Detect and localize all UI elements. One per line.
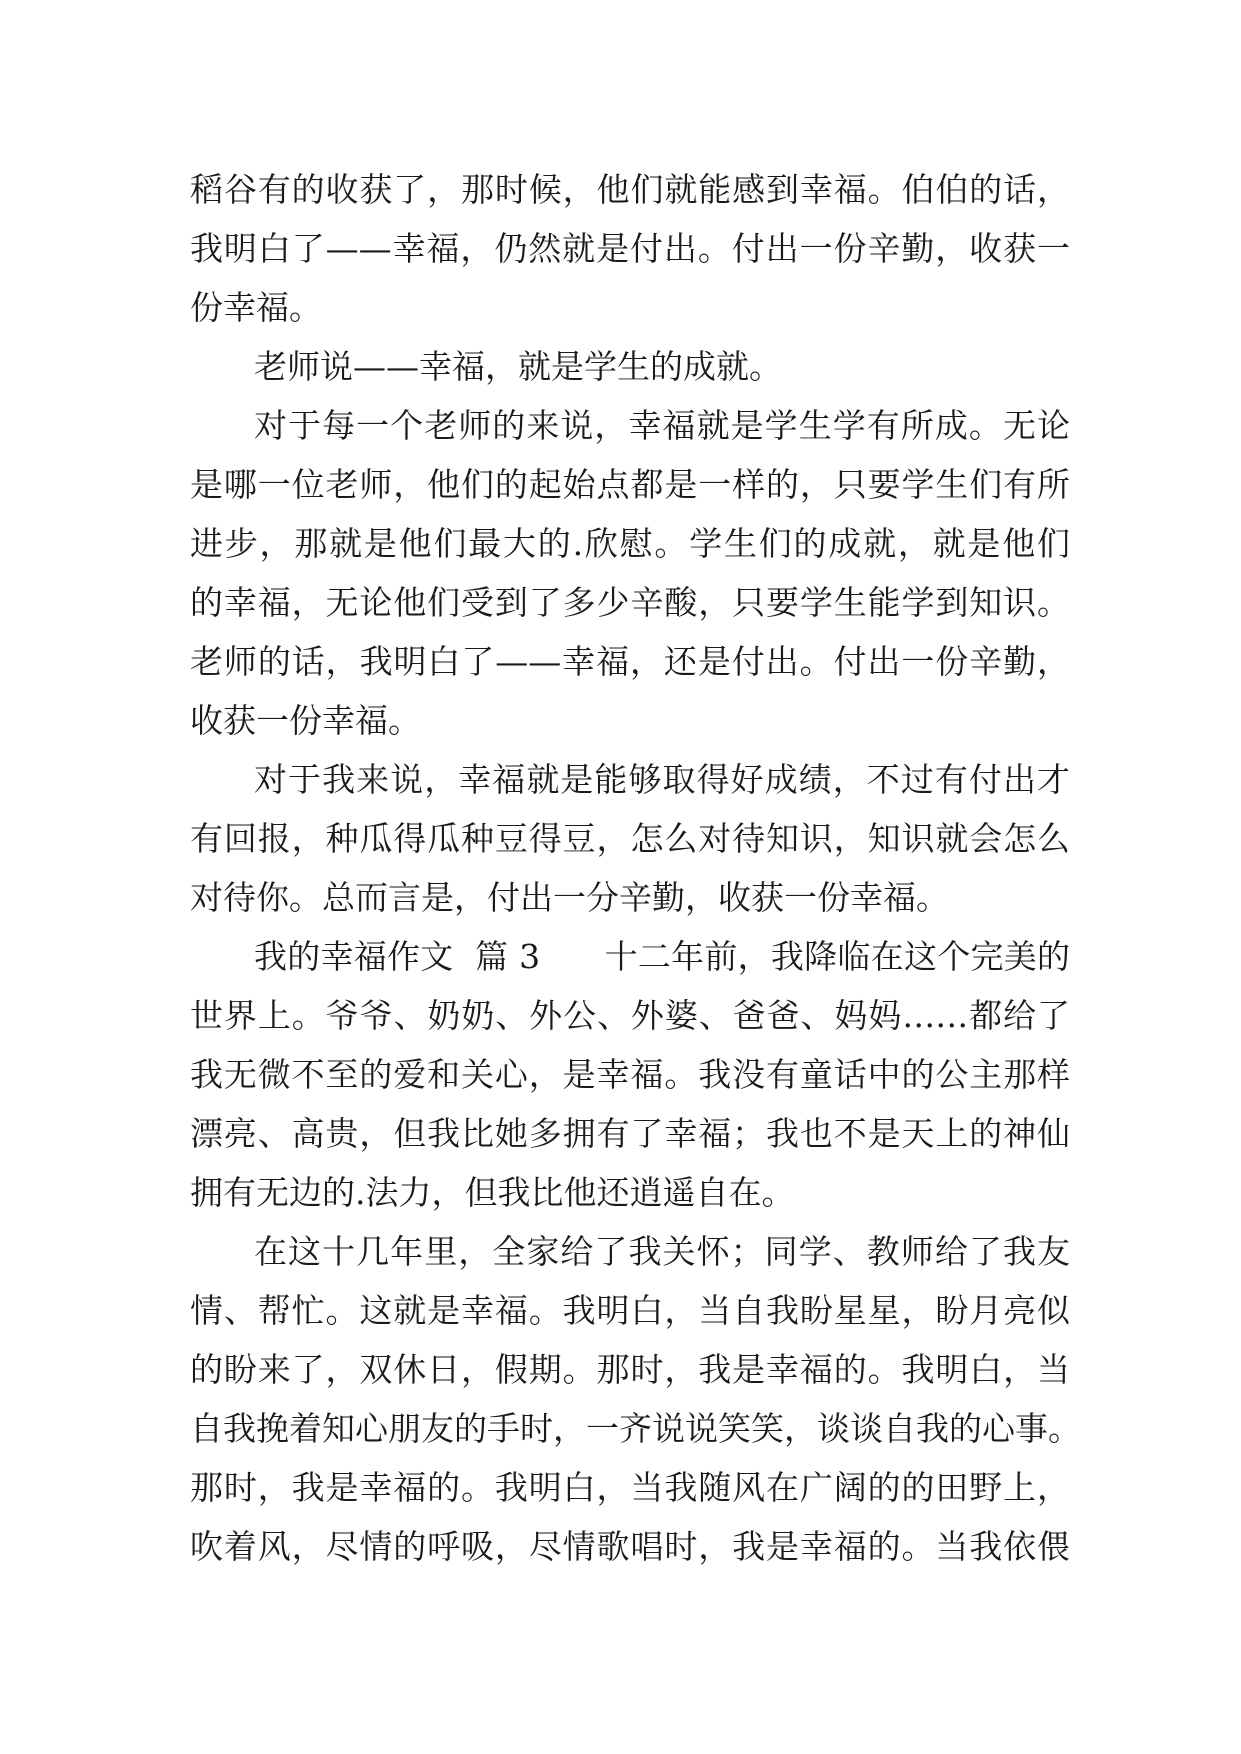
text-line: 对于我来说，幸福就是能够取得好成绩，不过有付出才: [254, 760, 1070, 799]
text-line: 老师的话，我明白了——幸福，还是付出。付出一份辛勤，: [190, 642, 1070, 681]
text-line: 世界上。爷爷、奶奶、外公、外婆、爸爸、妈妈……都给了: [190, 996, 1070, 1035]
text-line: 情、帮忙。这就是幸福。我明白，当自我盼星星，盼月亮似: [190, 1291, 1070, 1330]
essay-body: [190, 160, 1081, 1576]
text-line: 吹着风，尽情的呼吸，尽情歌唱时，我是幸福的。当我依偎: [190, 1527, 1070, 1566]
text-line: 有回报，种瓜得瓜种豆得豆，怎么对待知识，知识就会怎么: [190, 819, 1070, 858]
text-line: 在这十几年里，全家给了我关怀；同学、教师给了我友: [254, 1232, 1070, 1271]
text-line: 漂亮、高贵，但我比她多拥有了幸福；我也不是天上的神仙: [190, 1114, 1070, 1153]
text-line: 份幸福。: [190, 288, 322, 327]
text-line: 我无微不至的爱和关心，是幸福。我没有童话中的公主那样: [190, 1055, 1070, 1094]
section-title-line: 我的幸福作文 篇 3 十二年前，我降临在这个完美的: [254, 937, 1070, 976]
text-line: 自我挽着知心朋友的手时，一齐说说笑笑，谈谈自我的心事。: [190, 1409, 1081, 1448]
text-line: 的幸福，无论他们受到了多少辛酸，只要学生能学到知识。: [190, 583, 1070, 622]
text-line: 那时，我是幸福的。我明白，当我随风在广阔的的田野上，: [190, 1468, 1070, 1507]
text-line: 我明白了——幸福，仍然就是付出。付出一份辛勤，收获一: [190, 229, 1070, 268]
text-line: 是哪一位老师，他们的起始点都是一样的，只要学生们有所: [190, 465, 1070, 504]
text-line: 进步，那就是他们最大的.欣慰。学生们的成就，就是他们: [190, 524, 1070, 563]
text-line: 收获一份幸福。: [190, 701, 421, 740]
text-line: 稻谷有的收获了，那时候，他们就能感到幸福。伯伯的话，: [190, 170, 1070, 209]
text-line: 的盼来了，双休日，假期。那时，我是幸福的。我明白，当: [190, 1350, 1070, 1389]
text-line: 拥有无边的.法力，但我比他还逍遥自在。: [190, 1173, 795, 1212]
text-line: 对于每一个老师的来说，幸福就是学生学有所成。无论: [254, 406, 1070, 445]
paragraph-heading: 老师说——幸福，就是学生的成就。: [254, 347, 782, 386]
text-line: 对待你。总而言是，付出一分辛勤，收获一份幸福。: [190, 878, 949, 917]
